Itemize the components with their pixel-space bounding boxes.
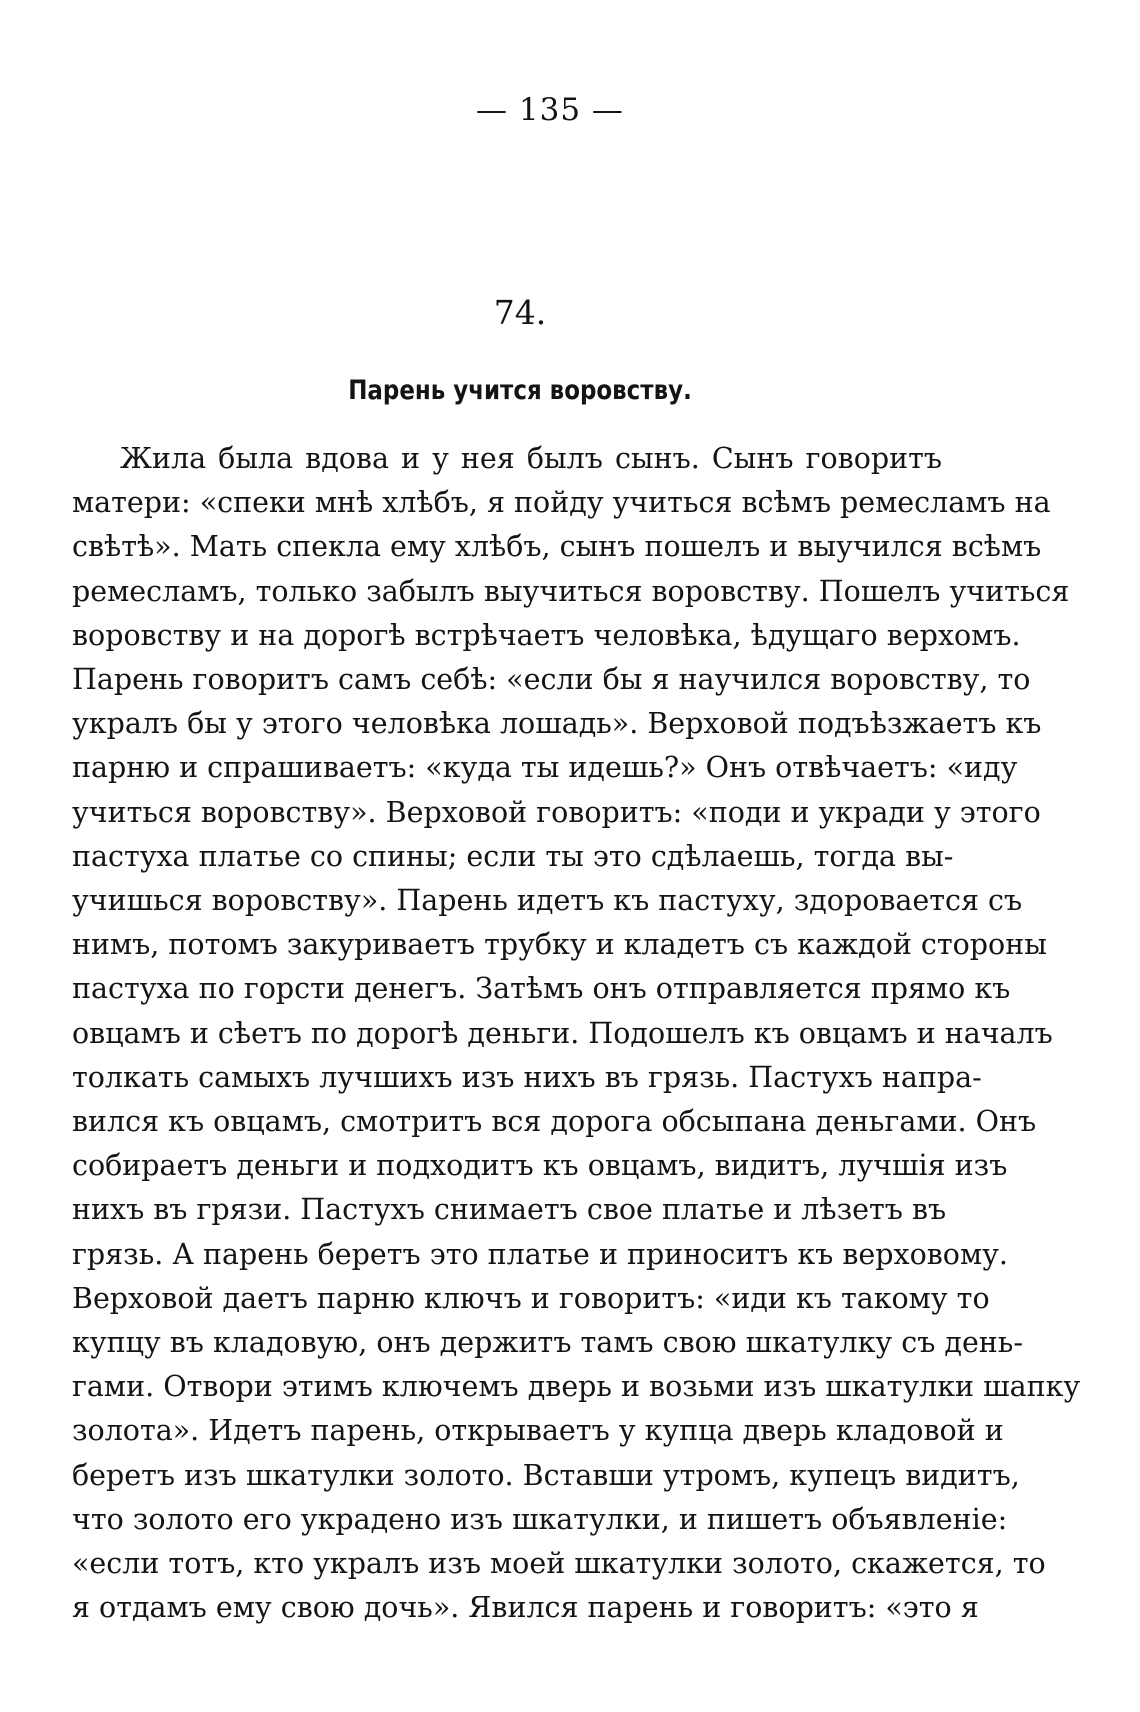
text-line: нихъ въ грязи. Пастухъ снимаетъ свое платье и лѣзетъ въ [72,1193,947,1227]
text-line: Жила была вдова и у нея былъ сынъ. Сынъ говоритъ [120,442,942,475]
text-line: нимъ, потомъ закуриваетъ трубку и кладетъ съ каждой стороны [72,928,1047,962]
text-line: матери: «спеки мнѣ хлѣбъ, я пойду учиться всѣмъ ремесламъ на [72,486,1051,520]
text-line: что золото его украдено изъ шкатулки, и пишетъ объявленіе: [72,1502,1008,1536]
text-line: Парень говоритъ самъ себѣ: «если бы я научился воровству, то [72,663,1031,697]
text-line: учишься воровству». Парень идетъ къ пастуху, здоровается съ [72,884,1023,918]
text-line: учиться воровству». Верховой говоритъ: «поди и укради у этого [72,795,1041,829]
story-title: Парень учится воровству. [348,375,692,406]
story-body [72,437,1081,1630]
text-line: «если тотъ, кто укралъ изъ моей шкатулки золото, скажется, то [72,1547,1046,1581]
text-line: свѣтѣ». Мать спекла ему хлѣбъ, сынъ пошелъ и выучился всѣмъ [72,530,1042,564]
text-line: золота». Идетъ парень, открываетъ у купца дверь кладовой и [72,1414,1004,1448]
text-line: беретъ изъ шкатулки золото. Вставши утромъ, купецъ видитъ, [72,1458,1020,1492]
text-line: вился къ овцамъ, смотритъ вся дорога обсыпана деньгами. Онъ [72,1105,1037,1139]
text-line: парню и спрашиваетъ: «куда ты идешь?» Онъ отвѣчаетъ: «иду [72,751,1018,785]
story-number: 74. [493,293,547,332]
text-line: пастуха платье со спины; если ты это сдѣлаешь, тогда вы- [72,839,954,873]
text-line: Верховой даетъ парню ключъ и говоритъ: «иди къ такому то [72,1281,990,1315]
text-line: собираетъ деньги и подходитъ къ овцамъ, видитъ, лучшія изъ [72,1149,1008,1183]
text-line: толкать самыхъ лучшихъ изъ нихъ въ грязь. Пастухъ напра- [72,1060,982,1094]
text-line: я отдамъ ему свою дочь». Явился парень и говоритъ: «это я [72,1591,979,1625]
text-line: укралъ бы у этого человѣка лошадь». Верховой подъѣзжаетъ къ [72,707,1042,741]
text-line: гами. Отвори этимъ ключемъ дверь и возьми изъ шкатулки шапку [72,1370,1081,1404]
text-line: воровству и на дорогѣ встрѣчаетъ человѣка, ѣдущаго верхомъ. [72,618,1021,652]
text-line: купцу въ кладовую, онъ держитъ тамъ свою шкатулку съ день- [72,1326,1023,1360]
page-number: — 135 — [476,92,624,128]
text-line: ремесламъ, только забылъ выучиться воровству. Пошелъ учиться [72,574,1070,608]
text-line: грязь. А парень беретъ это платье и приноситъ къ верховому. [72,1237,1008,1271]
text-line: пастуха по горсти денегъ. Затѣмъ онъ отправляется прямо къ [72,972,1011,1006]
text-line: овцамъ и сѣетъ по дорогѣ деньги. Подошелъ къ овцамъ и началъ [72,1016,1053,1050]
